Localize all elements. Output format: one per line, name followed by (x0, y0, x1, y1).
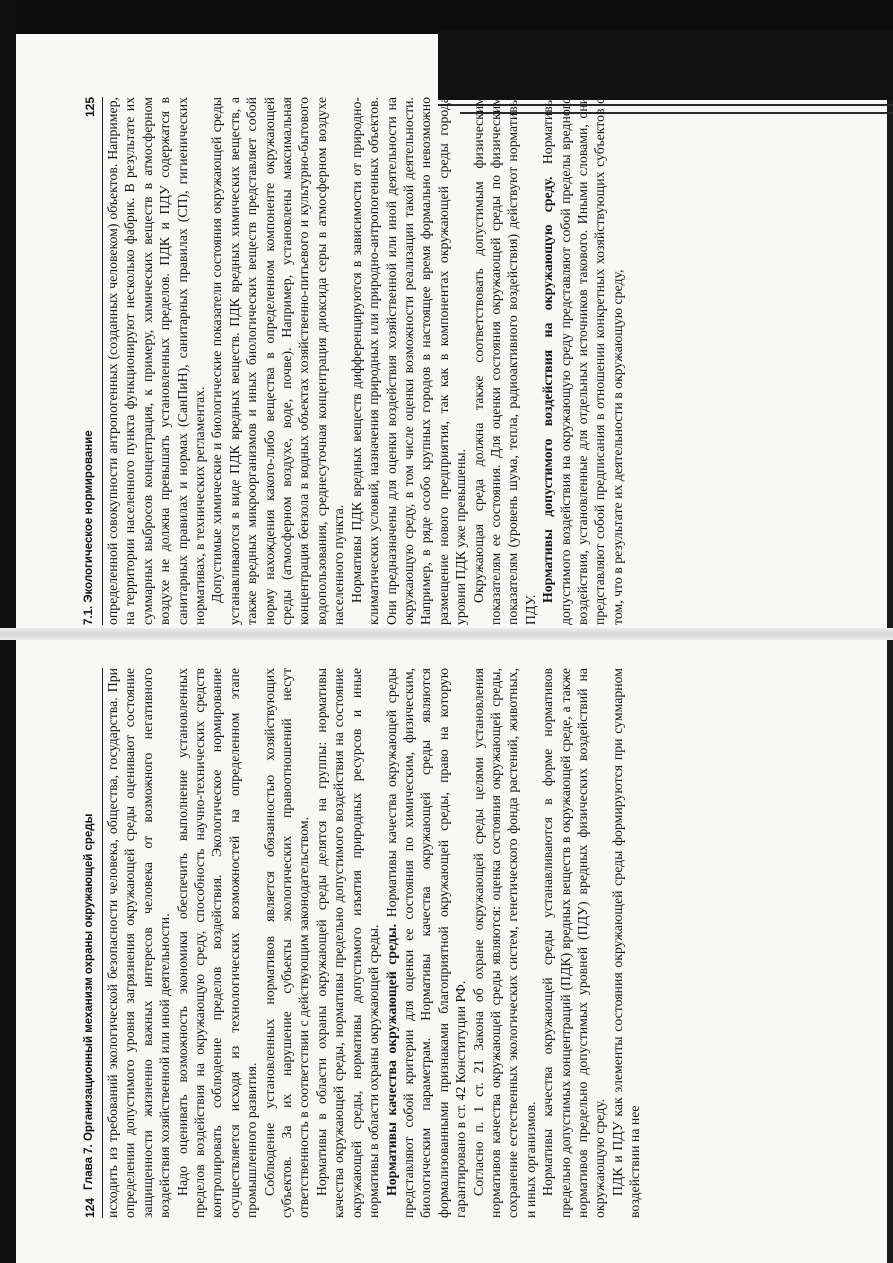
paragraph: Нормативы допустимого воздействия на окружающую среду. Нормативы допустимого воздействия на окружающую среду представляют собой пределы вредного воздействия, установленные для отдельных источников такового. Иными словами, они представляют собой предписания в отношении конкретных хозяйствующих субъектов о том, что в результате их деятельности в окружающую среду, (540, 97, 625, 625)
page-125 (80, 97, 860, 625)
paragraph: исходить из требований экологической безопасности человека, общества, государства. При определении допустимого уровня загрязнения окружающей среды оценивают состояние защищенности жизненно важных интересов человека от возможного негативного воздействия хозяйственной или иной деятельности. (105, 668, 173, 1218)
running-head-title: 7.1. Экологическое нормирование (83, 430, 95, 625)
paragraph: Соблюдение установленных нормативов является обязанностью хозяйствующих субъектов. За их нарушение субъекты экологических правоотношений несут ответственность в соответствии с действующим законодательством. (261, 668, 312, 1218)
running-head (80, 668, 103, 1218)
paragraph: Допустимые химические и биологические показатели состояния окружающей среды устанавливаются в виде ПДК вредных веществ. ПДК вредных химических веществ, а также вредных микроорганизмов и иных биологических веществ представляет собой норму нахождения какого-либо вещества в определенном компоненте окружающей среды (атмосферном воздухе, воде, почве). Например, установлены максимальная концентрация бензола в водных объектах хозяйственно-питьевого и культурно-бытового водопользования, среднесуточная концентрация диоксида серы в атмосферном воздухе населенного пункта. (209, 97, 347, 625)
scanner-edge-top (0, 0, 893, 34)
paragraph-lead: Нормативы качества окружающей среды. (383, 923, 399, 1196)
running-head-title: Глава 7. Организационный механизм охраны окружающей среды (83, 813, 95, 1190)
paragraph: Нормативы качества окружающей среды. Нормативы качества окружающей среды представляют собой критерии для оценки ее состояния по химическим, физическим, биологическим параметрам. Нормативы качества окружающей среды являются формализованными признаками благоприятной окружающей среды, право на которую гарантировано в ст. 42 Конституции РФ. (383, 668, 469, 1218)
page-124 (80, 668, 860, 1218)
paragraph: Нормативы качества окружающей среды устанавливаются в форме нормативов предельно допустимых концентраций (ПДК) вредных веществ в окружающей среде, а также нормативов предельно допустимых уровней (ПДУ) вредных физических воздействий на окружающую среду. (540, 668, 608, 1218)
page-number: 125 (83, 97, 97, 118)
paragraph: определенной совокупности антропогенных (созданных человеком) объектов. Например, на территории населенного пункта функционируют несколько фабрик. В результате их суммарных выбросов концентрация, к примеру, химических веществ в атмосферном воздухе не должна превышать установленных пределов. ПДК и ПДУ содержатся в санитарных правилах и нормах (СанПиН), санитарных правилах (СП), гигиенических нормативах, в технических регламентах. (105, 97, 208, 625)
page-number: 124 (83, 1197, 97, 1218)
page-body (104, 668, 860, 1218)
paragraph: Окружающая среда должна также соответствовать допустимым физическим показателям ее состояния. Для оценки состояния окружающей среды по физическим показателям (уровень шума, тепла, радиоактивного воздействия) действуют нормативы ПДУ. (470, 97, 538, 625)
page-body (104, 97, 860, 625)
running-head (80, 97, 103, 625)
paragraph-lead: Нормативы допустимого воздействия на окружающую среду. (540, 176, 556, 603)
paragraph: Согласно п. 1 ст. 21 Закона об охране окружающей среды целями установления нормативов качества окружающей среды являются: оценка состояния окружающей среды, сохранение естественных экологических систем, генетического фонда растений, животных, и иных организмов. (470, 668, 538, 1218)
paragraph: Нормативы ПДК вредных веществ дифференцируются в зависимости от природно-климатических условий, назначения природных или природно-антропогенных объектов. Они предназначены для оценки воздействия хозяйственной или иной деятельности на окружающую среду, в том числе оценки возможности реализации такой деятельности. Например, в ряде особо крупных городов в настоящее время формально невозможно размещение нового предприятия, так как в компонентах окружающей среды города уровни ПДК уже превышены. (348, 97, 469, 625)
paragraph: Надо оценивать возможность экономики обеспечить выполнение установленных пределов воздействия на окружающую среду, способность научно-технических средств контролировать соблюдение пределов воздействия. Экологическое нормирование осуществляется исходя из технологических возможностей на определенном этапе промышленного развития. (174, 668, 260, 1218)
paragraph: ПДК и ПДУ как элементы состояния окружающей среды формируются при суммарном воздействии на нее (609, 668, 643, 1218)
book-gutter (0, 628, 893, 640)
scanner-edge-right (887, 60, 893, 1263)
paragraph: Нормативы в области охраны окружающей среды делятся на группы: нормативы качества окружающей среды, нормативы предельно допустимого воздействия на состояние окружающей среды, нормативы допустимого изъятия природных ресурсов и иные нормативы в области охраны окружающей среды. (313, 668, 382, 1218)
page-stack-edge (438, 30, 893, 100)
